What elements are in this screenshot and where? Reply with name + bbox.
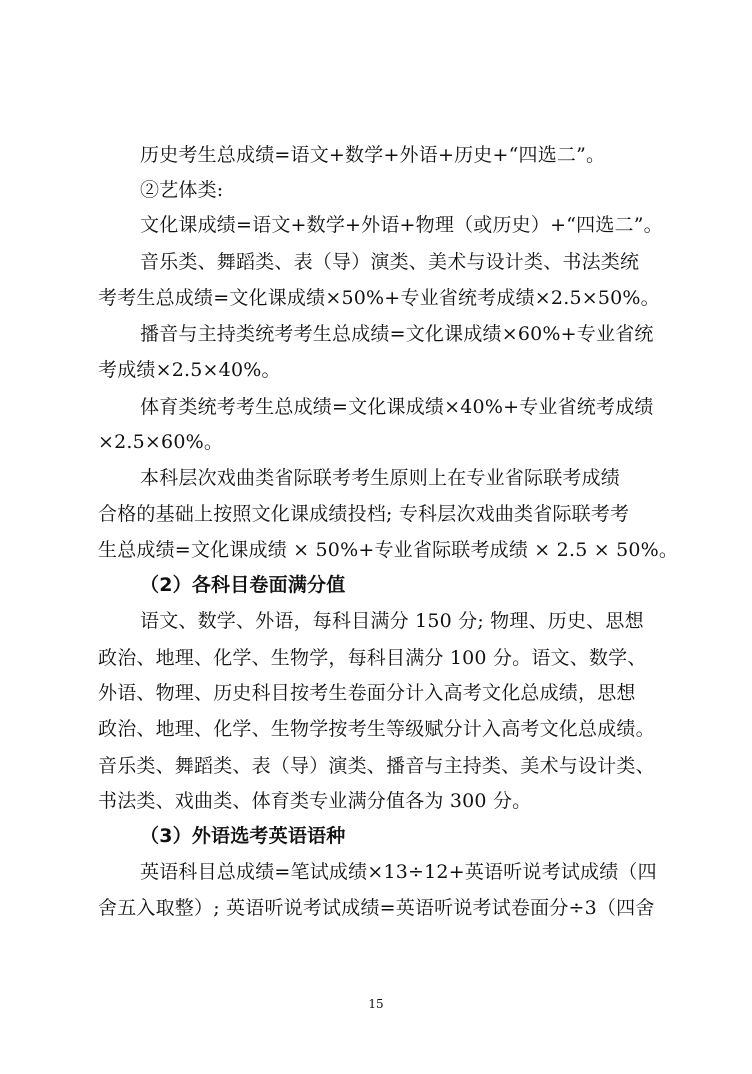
text-line: 合格的基础上按照文化课成绩投档; 专科层次戏曲类省际联考考: [98, 503, 630, 525]
text-line: 英语科目总成绩=笔试成绩×13÷12+英语听说考试成绩（四: [140, 861, 657, 883]
text-line: ②艺体类:: [140, 179, 224, 201]
text-line: 文化课成绩=语文+数学+外语+物理（或历史）+“四选二”。: [140, 214, 663, 236]
text-line: 音乐类、舞蹈类、表（导）演类、播音与主持类、美术与设计类、: [98, 755, 655, 777]
text-line: 体育类统考考生总成绩=文化课成绩×40%+专业省统考成绩: [140, 396, 654, 418]
text-line: 语文、数学、外语，每科目满分 150 分; 物理、历史、思想: [140, 610, 644, 632]
page-number: 15: [368, 997, 384, 1011]
text-line: ×2.5×60%。: [98, 431, 224, 453]
text-line: 历史考生总成绩=语文+数学+外语+历史+“四选二”。: [140, 144, 606, 166]
text-line: 书法类、戏曲类、体育类专业满分值各为 300 分。: [98, 790, 532, 812]
text-line: 考成绩×2.5×40%。: [98, 359, 281, 381]
text-line: 舍五入取整）; 英语听说考试成绩=英语听说考试卷面分÷3（四舍: [98, 897, 655, 919]
text-line: 政治、地理、化学、生物学，每科目满分 100 分。语文、数学、: [98, 647, 647, 669]
section-heading: （3）外语选考英语语种: [140, 825, 346, 847]
text-line: 考考生总成绩=文化课成绩×50%+专业省统考成绩×2.5×50%。: [98, 287, 660, 309]
text-line: 音乐类、舞蹈类、表（导）演类、美术与设计类、书法类统: [140, 251, 640, 273]
text-line: 生总成绩=文化课成绩 × 50%+专业省际联考成绩 × 2.5 × 50%。: [98, 539, 679, 561]
text-line: 播音与主持类统考考生总成绩=文化课成绩×60%+专业省统: [140, 323, 654, 345]
section-heading: （2）各科目卷面满分值: [140, 574, 346, 596]
text-line: 本科层次戏曲类省际联考考生原则上在专业省际联考成绩: [140, 467, 621, 489]
text-line: 政治、地理、化学、生物学按考生等级赋分计入高考文化总成绩。: [98, 718, 655, 740]
text-line: 外语、物理、历史科目按考生卷面分计入高考文化总成绩，思想: [98, 682, 636, 704]
